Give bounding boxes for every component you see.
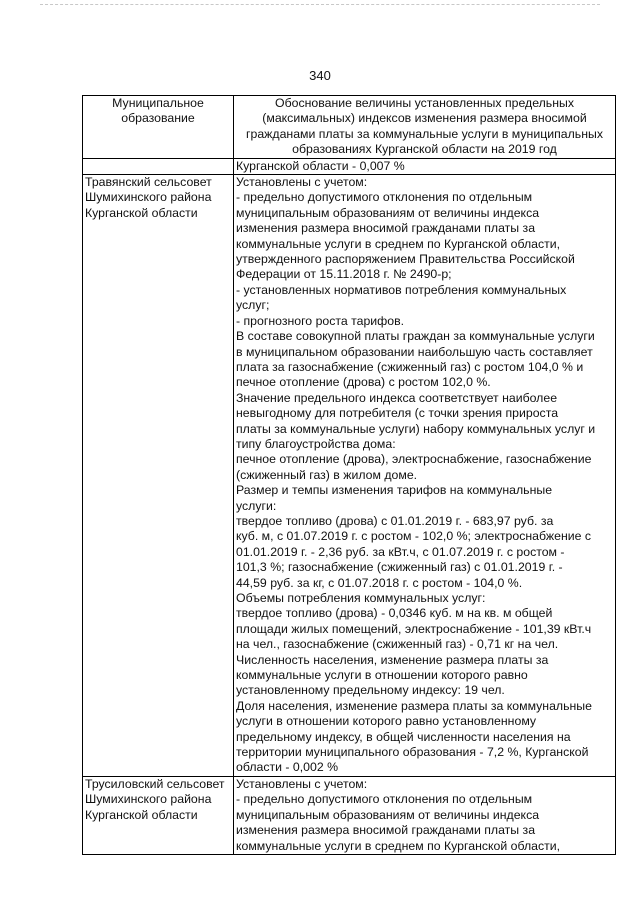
justification-text-line: Доля населения, изменение размера платы за коммунальные xyxy=(236,698,592,713)
justification-text-line: невыгодному для потребителя (с точки зрения прироста xyxy=(236,406,559,421)
justification-text-line: твердое топливо (дрова) с 01.01.2019 г. - 683,97 руб. за xyxy=(236,513,554,528)
header-justification-line: Обоснование величины установленных предельных xyxy=(275,96,574,110)
justification-text-line: Объемы потребления коммунальных услуг: xyxy=(236,591,486,605)
justification-text-line: - предельно допустимого отклонения по отдельным xyxy=(236,792,533,807)
municipality-name-line: Трусиловский сельсовет xyxy=(85,776,225,791)
municipality-cell xyxy=(83,776,234,854)
header-municipality-line: Муниципальное xyxy=(112,96,204,110)
justification-text-line: площади жилых помещений, электроснабжение - 101,39 кВт.ч xyxy=(236,621,592,636)
justification-text-line: утвержденного распоряжением Правительства Российской xyxy=(236,252,575,267)
justification-text-line: Установлены с учетом: xyxy=(236,175,368,190)
municipality-name-line: Шумихинского района xyxy=(85,190,212,205)
table-header-row xyxy=(83,96,616,159)
justification-text-line: коммунальные услуги в среднем по Курганской области, xyxy=(236,838,561,853)
table-row xyxy=(83,776,616,854)
justification-text-line: в муниципальном образовании наибольшую часть составляет xyxy=(236,344,593,359)
justification-text-line: Установлены с учетом: xyxy=(236,776,368,791)
justification-text-line: изменения размера вносимой гражданами платы за xyxy=(236,221,536,236)
justification-cell xyxy=(234,776,616,854)
justification-text-line: на чел., газоснабжение (сжиженный газ) - 0,71 кг на чел. xyxy=(236,637,559,652)
justification-text-line: печное отопление (дрова), электроснабжение, газоснабжение xyxy=(236,452,592,467)
justification-text-line: 01.01.2019 г. - 2,36 руб. за кВт.ч, с 01.07.2019 г. с ростом - xyxy=(236,544,565,559)
justification-text-line: 44,59 руб. за кг, с 01.07.2018 г. с ростом - 104,0 %. xyxy=(236,575,523,590)
justification-text-line: печное отопление (дрова) с ростом 102,0 %. xyxy=(236,375,491,390)
municipality-name-line: Травянский сельсовет xyxy=(85,175,212,190)
continuation-cell xyxy=(234,158,616,174)
justification-text-line: твердое топливо (дрова) - 0,0346 куб. м на кв. м общей xyxy=(236,606,553,621)
header-justification-line: образованиях Курганской области на 2019 год xyxy=(292,142,557,157)
justification-text-line: установленному предельному индексу: 19 чел. xyxy=(236,683,505,698)
justification-text-line: изменения размера вносимой гражданами платы за xyxy=(236,823,536,838)
justification-text-line: Федерации от 15.11.2018 г. № 2490-р; xyxy=(236,267,452,282)
justification-text-line: куб. м, с 01.07.2019 г. с ростом - 102,0 %; электроснабжение с xyxy=(236,529,592,544)
justification-text-line: муниципальным образованиям от величины индекса xyxy=(236,205,540,220)
justification-text-line: плата за газоснабжение (сжиженный газ) с ростом 104,0 % и xyxy=(236,359,584,374)
header-justification-line: (максимальных) индексов изменения размера вносимой xyxy=(262,111,587,126)
justification-text-line: услуг; xyxy=(236,298,270,313)
justification-text-line: В составе совокупной платы граждан за коммунальные услуги xyxy=(236,329,595,344)
justification-text-line: - прогнозного роста тарифов. xyxy=(236,313,405,328)
page-top-rule xyxy=(40,4,600,5)
justification-text-line: Численность населения, изменение размера платы за xyxy=(236,652,549,667)
header-justification-line: гражданами платы за коммунальные услуги в муниципальных xyxy=(246,126,603,141)
header-municipality-line: образование xyxy=(121,111,195,126)
justification-text-line: платы за коммунальные услуги) набору коммунальных услуг и xyxy=(236,421,596,436)
municipality-name-line: Курганской области xyxy=(85,205,198,220)
justification-text-line: коммунальные услуги в среднем по Курганской области, xyxy=(236,236,561,251)
table-row xyxy=(83,175,616,777)
justification-text-line: - предельно допустимого отклонения по отдельным xyxy=(236,190,533,205)
header-justification-cell xyxy=(234,96,616,159)
continuation-text: Курганской области - 0,007 % xyxy=(236,158,405,173)
justification-text-line: Размер и темпы изменения тарифов на коммунальные xyxy=(236,483,553,498)
justification-text-line: (сжиженный газ) в жилом доме. xyxy=(236,467,418,482)
justification-text-line: области - 0,002 % xyxy=(236,760,339,775)
justification-cell xyxy=(234,175,616,777)
justification-text-line: - установленных нормативов потребления коммунальных xyxy=(236,282,567,297)
municipal-index-table xyxy=(82,95,616,855)
justification-text-line: услуги: xyxy=(236,498,277,513)
municipality-name-line: Курганской области xyxy=(85,807,198,822)
justification-text-line: коммунальные услуги в отношении которого равно xyxy=(236,668,528,683)
justification-text-line: услуги в отношении которого равно установленному xyxy=(236,714,537,729)
continuation-row xyxy=(83,158,616,174)
justification-text-line: типу благоустройства дома: xyxy=(236,436,396,451)
municipality-cell xyxy=(83,175,234,777)
justification-text-line: территории муниципального образования - 7,2 %, Курганской xyxy=(236,745,589,760)
header-municipality-cell xyxy=(83,96,234,159)
justification-text-line: предельному индексу, в общей численности населения на xyxy=(236,729,571,744)
continuation-empty-cell xyxy=(83,158,234,174)
page-number: 340 xyxy=(309,68,331,83)
municipality-name-line: Шумихинского района xyxy=(85,792,212,807)
justification-text-line: 101,3 %; газоснабжение (сжиженный газ) с 01.01.2019 г. - xyxy=(236,560,563,575)
justification-text-line: муниципальным образованиям от величины индекса xyxy=(236,807,540,822)
justification-text-line: Значение предельного индекса соответствует наиболее xyxy=(236,390,558,405)
